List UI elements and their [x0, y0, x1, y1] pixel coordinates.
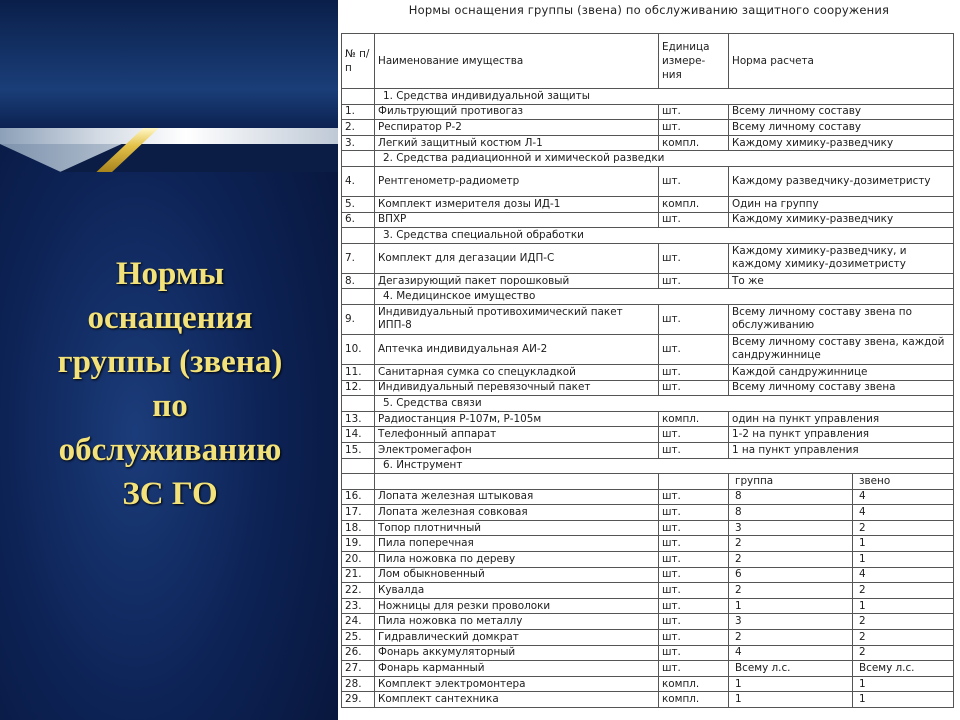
table-row [342, 645, 954, 661]
row-num: 17. [342, 505, 375, 521]
section-row [342, 151, 954, 167]
row-num: 29. [342, 692, 375, 708]
item-name: Пила ножовка по дереву [375, 552, 659, 568]
table-row [342, 196, 954, 212]
group-qty: 8 [729, 505, 853, 521]
item-unit: шт. [659, 442, 729, 458]
item-name: Комплект измерителя дозы ИД-1 [375, 196, 659, 212]
row-num: 1. [342, 104, 375, 120]
group-qty: 2 [729, 552, 853, 568]
item-unit: шт. [659, 104, 729, 120]
document-title: Нормы оснащения группы (звена) по обслуживанию защитного сооружения [408, 3, 890, 17]
item-unit: шт. [659, 614, 729, 630]
squad-qty: 2 [853, 614, 954, 630]
squad-qty: Всему л.с. [853, 661, 954, 677]
table-row [342, 364, 954, 380]
table-row [342, 676, 954, 692]
section-title: 4. Медицинское имущество [375, 289, 954, 305]
table-row [342, 166, 954, 196]
section-row [342, 458, 954, 474]
item-unit: шт. [659, 567, 729, 583]
group-qty: 4 [729, 645, 853, 661]
row-num: 27. [342, 661, 375, 677]
item-unit: шт. [659, 598, 729, 614]
item-unit: шт. [659, 661, 729, 677]
section-title: 3. Средства специальной обработки [375, 228, 954, 244]
item-norm: Всему личному составу звена по обслуживанию [729, 304, 954, 334]
item-unit: шт. [659, 334, 729, 364]
slide-title [20, 252, 320, 516]
slide-title-line: обслуживанию [58, 432, 282, 468]
section-num-cell [342, 458, 375, 474]
row-num: 26. [342, 645, 375, 661]
squad-qty: 4 [853, 567, 954, 583]
squad-qty: 2 [853, 630, 954, 646]
section-title: 5. Средства связи [375, 396, 954, 412]
table-row [342, 520, 954, 536]
section-title: 6. Инструмент [375, 458, 954, 474]
item-name: Респиратор Р-2 [375, 120, 659, 136]
item-norm: Всему личному составу [729, 120, 954, 136]
table-row [342, 411, 954, 427]
item-unit: компл. [659, 676, 729, 692]
row-num: 18. [342, 520, 375, 536]
row-num: 19. [342, 536, 375, 552]
item-norm: То же [729, 273, 954, 289]
row-num: 12. [342, 380, 375, 396]
header-band [0, 0, 338, 128]
squad-qty: 1 [853, 692, 954, 708]
group-qty: 1 [729, 692, 853, 708]
row-num: 13. [342, 411, 375, 427]
item-unit: шт. [659, 645, 729, 661]
table-row [342, 505, 954, 521]
row-num: 9. [342, 304, 375, 334]
slide-title-line: ЗС ГО [122, 476, 218, 512]
item-norm: Каждой сандружиннице [729, 364, 954, 380]
squad-qty: 1 [853, 676, 954, 692]
header-norm: Норма расчета [729, 34, 954, 89]
item-name: Индивидуальный перевязочный пакет [375, 380, 659, 396]
row-num: 4. [342, 166, 375, 196]
table-row [342, 661, 954, 677]
table-row [342, 334, 954, 364]
table-row [342, 120, 954, 136]
squad-qty: 4 [853, 489, 954, 505]
header-num: № п/п [342, 34, 375, 89]
section-num-cell [342, 89, 375, 105]
section-title: 1. Средства индивидуальной защиты [375, 89, 954, 105]
item-name: Фонарь карманный [375, 661, 659, 677]
squad-qty: 2 [853, 520, 954, 536]
item-name: Легкий защитный костюм Л-1 [375, 135, 659, 151]
section-num-cell [342, 396, 375, 412]
item-name: Пила ножовка по металлу [375, 614, 659, 630]
table-row [342, 614, 954, 630]
scanned-document [338, 0, 960, 720]
item-unit: шт. [659, 505, 729, 521]
item-name: Дегазирующий пакет порошковый [375, 273, 659, 289]
item-norm: Всему личному составу звена [729, 380, 954, 396]
row-num: 2. [342, 120, 375, 136]
item-norm: Всему личному составу звена, каждой сандружиннице [729, 334, 954, 364]
item-name: Индивидуальный противохимический пакет ИПП-8 [375, 304, 659, 334]
item-name: Комплект для дегазации ИДП-С [375, 243, 659, 273]
table-row [342, 567, 954, 583]
item-unit: шт. [659, 536, 729, 552]
empty-cell [342, 474, 375, 490]
row-num: 15. [342, 442, 375, 458]
table-row [342, 489, 954, 505]
row-num: 11. [342, 364, 375, 380]
table-row [342, 243, 954, 273]
table-row [342, 380, 954, 396]
row-num: 28. [342, 676, 375, 692]
table-row [342, 442, 954, 458]
item-unit: шт. [659, 630, 729, 646]
item-norm: Каждому химику-разведчику, и каждому химику-дозиметристу [729, 243, 954, 273]
table-header-row [342, 34, 954, 89]
row-num: 7. [342, 243, 375, 273]
item-unit: шт. [659, 120, 729, 136]
table-row [342, 273, 954, 289]
table-row [342, 104, 954, 120]
squad-label: звено [853, 474, 954, 490]
header-unit: Единица измере-ния [659, 34, 729, 89]
item-name: Аптечка индивидуальная АИ-2 [375, 334, 659, 364]
row-num: 23. [342, 598, 375, 614]
table-row [342, 552, 954, 568]
row-num: 22. [342, 583, 375, 599]
section-num-cell [342, 151, 375, 167]
item-unit: компл. [659, 196, 729, 212]
item-unit: компл. [659, 135, 729, 151]
slide-title-line: Нормы [115, 256, 225, 292]
item-unit: шт. [659, 380, 729, 396]
item-unit: шт. [659, 364, 729, 380]
norms-table [341, 33, 954, 708]
item-unit: шт. [659, 427, 729, 443]
item-name: Кувалда [375, 583, 659, 599]
group-qty: Всему л.с. [729, 661, 853, 677]
item-norm: Каждому химику-разведчику [729, 212, 954, 228]
item-norm: Каждому химику-разведчику [729, 135, 954, 151]
row-num: 8. [342, 273, 375, 289]
group-qty: 1 [729, 676, 853, 692]
item-name: ВПХР [375, 212, 659, 228]
row-num: 14. [342, 427, 375, 443]
item-norm: 1 на пункт управления [729, 442, 954, 458]
section-num-cell [342, 289, 375, 305]
item-unit: шт. [659, 304, 729, 334]
item-name: Электромегафон [375, 442, 659, 458]
item-unit: шт. [659, 489, 729, 505]
item-name: Рентгенометр-радиометр [375, 166, 659, 196]
section-row [342, 228, 954, 244]
item-name: Ножницы для резки проволоки [375, 598, 659, 614]
row-num: 16. [342, 489, 375, 505]
section-row [342, 289, 954, 305]
table-row [342, 427, 954, 443]
squad-qty: 2 [853, 645, 954, 661]
group-qty: 3 [729, 520, 853, 536]
group-qty: 2 [729, 630, 853, 646]
tools-subheader-row [342, 474, 954, 490]
item-name: Лом обыкновенный [375, 567, 659, 583]
item-norm: один на пункт управления [729, 411, 954, 427]
slide-title-line: оснащения [87, 300, 253, 336]
section-title: 2. Средства радиационной и химической разведки [375, 151, 954, 167]
item-name: Санитарная сумка со спецукладкой [375, 364, 659, 380]
header-name: Наименование имущества [375, 34, 659, 89]
row-num: 6. [342, 212, 375, 228]
empty-cell [375, 474, 659, 490]
row-num: 10. [342, 334, 375, 364]
norms-table-body [342, 34, 954, 708]
table-row [342, 536, 954, 552]
slide-title-line: группы (звена) [57, 344, 283, 380]
group-qty: 2 [729, 583, 853, 599]
squad-qty: 1 [853, 552, 954, 568]
group-qty: 2 [729, 536, 853, 552]
group-qty: 8 [729, 489, 853, 505]
item-name: Лопата железная совковая [375, 505, 659, 521]
item-norm: Каждому разведчику-дозиметристу [729, 166, 954, 196]
squad-qty: 4 [853, 505, 954, 521]
item-name: Пила поперечная [375, 536, 659, 552]
item-unit: шт. [659, 273, 729, 289]
table-row [342, 304, 954, 334]
item-norm: Один на группу [729, 196, 954, 212]
item-norm: Всему личному составу [729, 104, 954, 120]
item-name: Лопата железная штыковая [375, 489, 659, 505]
empty-cell [659, 474, 729, 490]
item-name: Радиостанция Р-107м, Р-105м [375, 411, 659, 427]
row-num: 20. [342, 552, 375, 568]
item-unit: шт. [659, 212, 729, 228]
squad-qty: 1 [853, 598, 954, 614]
item-norm: 1-2 на пункт управления [729, 427, 954, 443]
section-row [342, 89, 954, 105]
item-name: Комплект сантехника [375, 692, 659, 708]
group-qty: 6 [729, 567, 853, 583]
item-unit: компл. [659, 692, 729, 708]
group-qty: 3 [729, 614, 853, 630]
item-name: Гидравлический домкрат [375, 630, 659, 646]
item-unit: шт. [659, 166, 729, 196]
row-num: 25. [342, 630, 375, 646]
item-name: Топор плотничный [375, 520, 659, 536]
table-row [342, 692, 954, 708]
section-row [342, 396, 954, 412]
squad-qty: 2 [853, 583, 954, 599]
row-num: 5. [342, 196, 375, 212]
item-name: Комплект электромонтера [375, 676, 659, 692]
table-row [342, 212, 954, 228]
item-unit: шт. [659, 552, 729, 568]
item-name: Фильтрующий противогаз [375, 104, 659, 120]
decorative-stripe [0, 128, 338, 144]
item-unit: компл. [659, 411, 729, 427]
table-row [342, 583, 954, 599]
row-num: 21. [342, 567, 375, 583]
item-unit: шт. [659, 583, 729, 599]
section-num-cell [342, 228, 375, 244]
table-row [342, 135, 954, 151]
row-num: 3. [342, 135, 375, 151]
squad-qty: 1 [853, 536, 954, 552]
row-num: 24. [342, 614, 375, 630]
item-unit: шт. [659, 520, 729, 536]
item-name: Телефонный аппарат [375, 427, 659, 443]
group-label: группа [729, 474, 853, 490]
table-row [342, 598, 954, 614]
slide-title-line: по [152, 388, 188, 424]
table-row [342, 630, 954, 646]
group-qty: 1 [729, 598, 853, 614]
item-unit: шт. [659, 243, 729, 273]
item-name: Фонарь аккумуляторный [375, 645, 659, 661]
